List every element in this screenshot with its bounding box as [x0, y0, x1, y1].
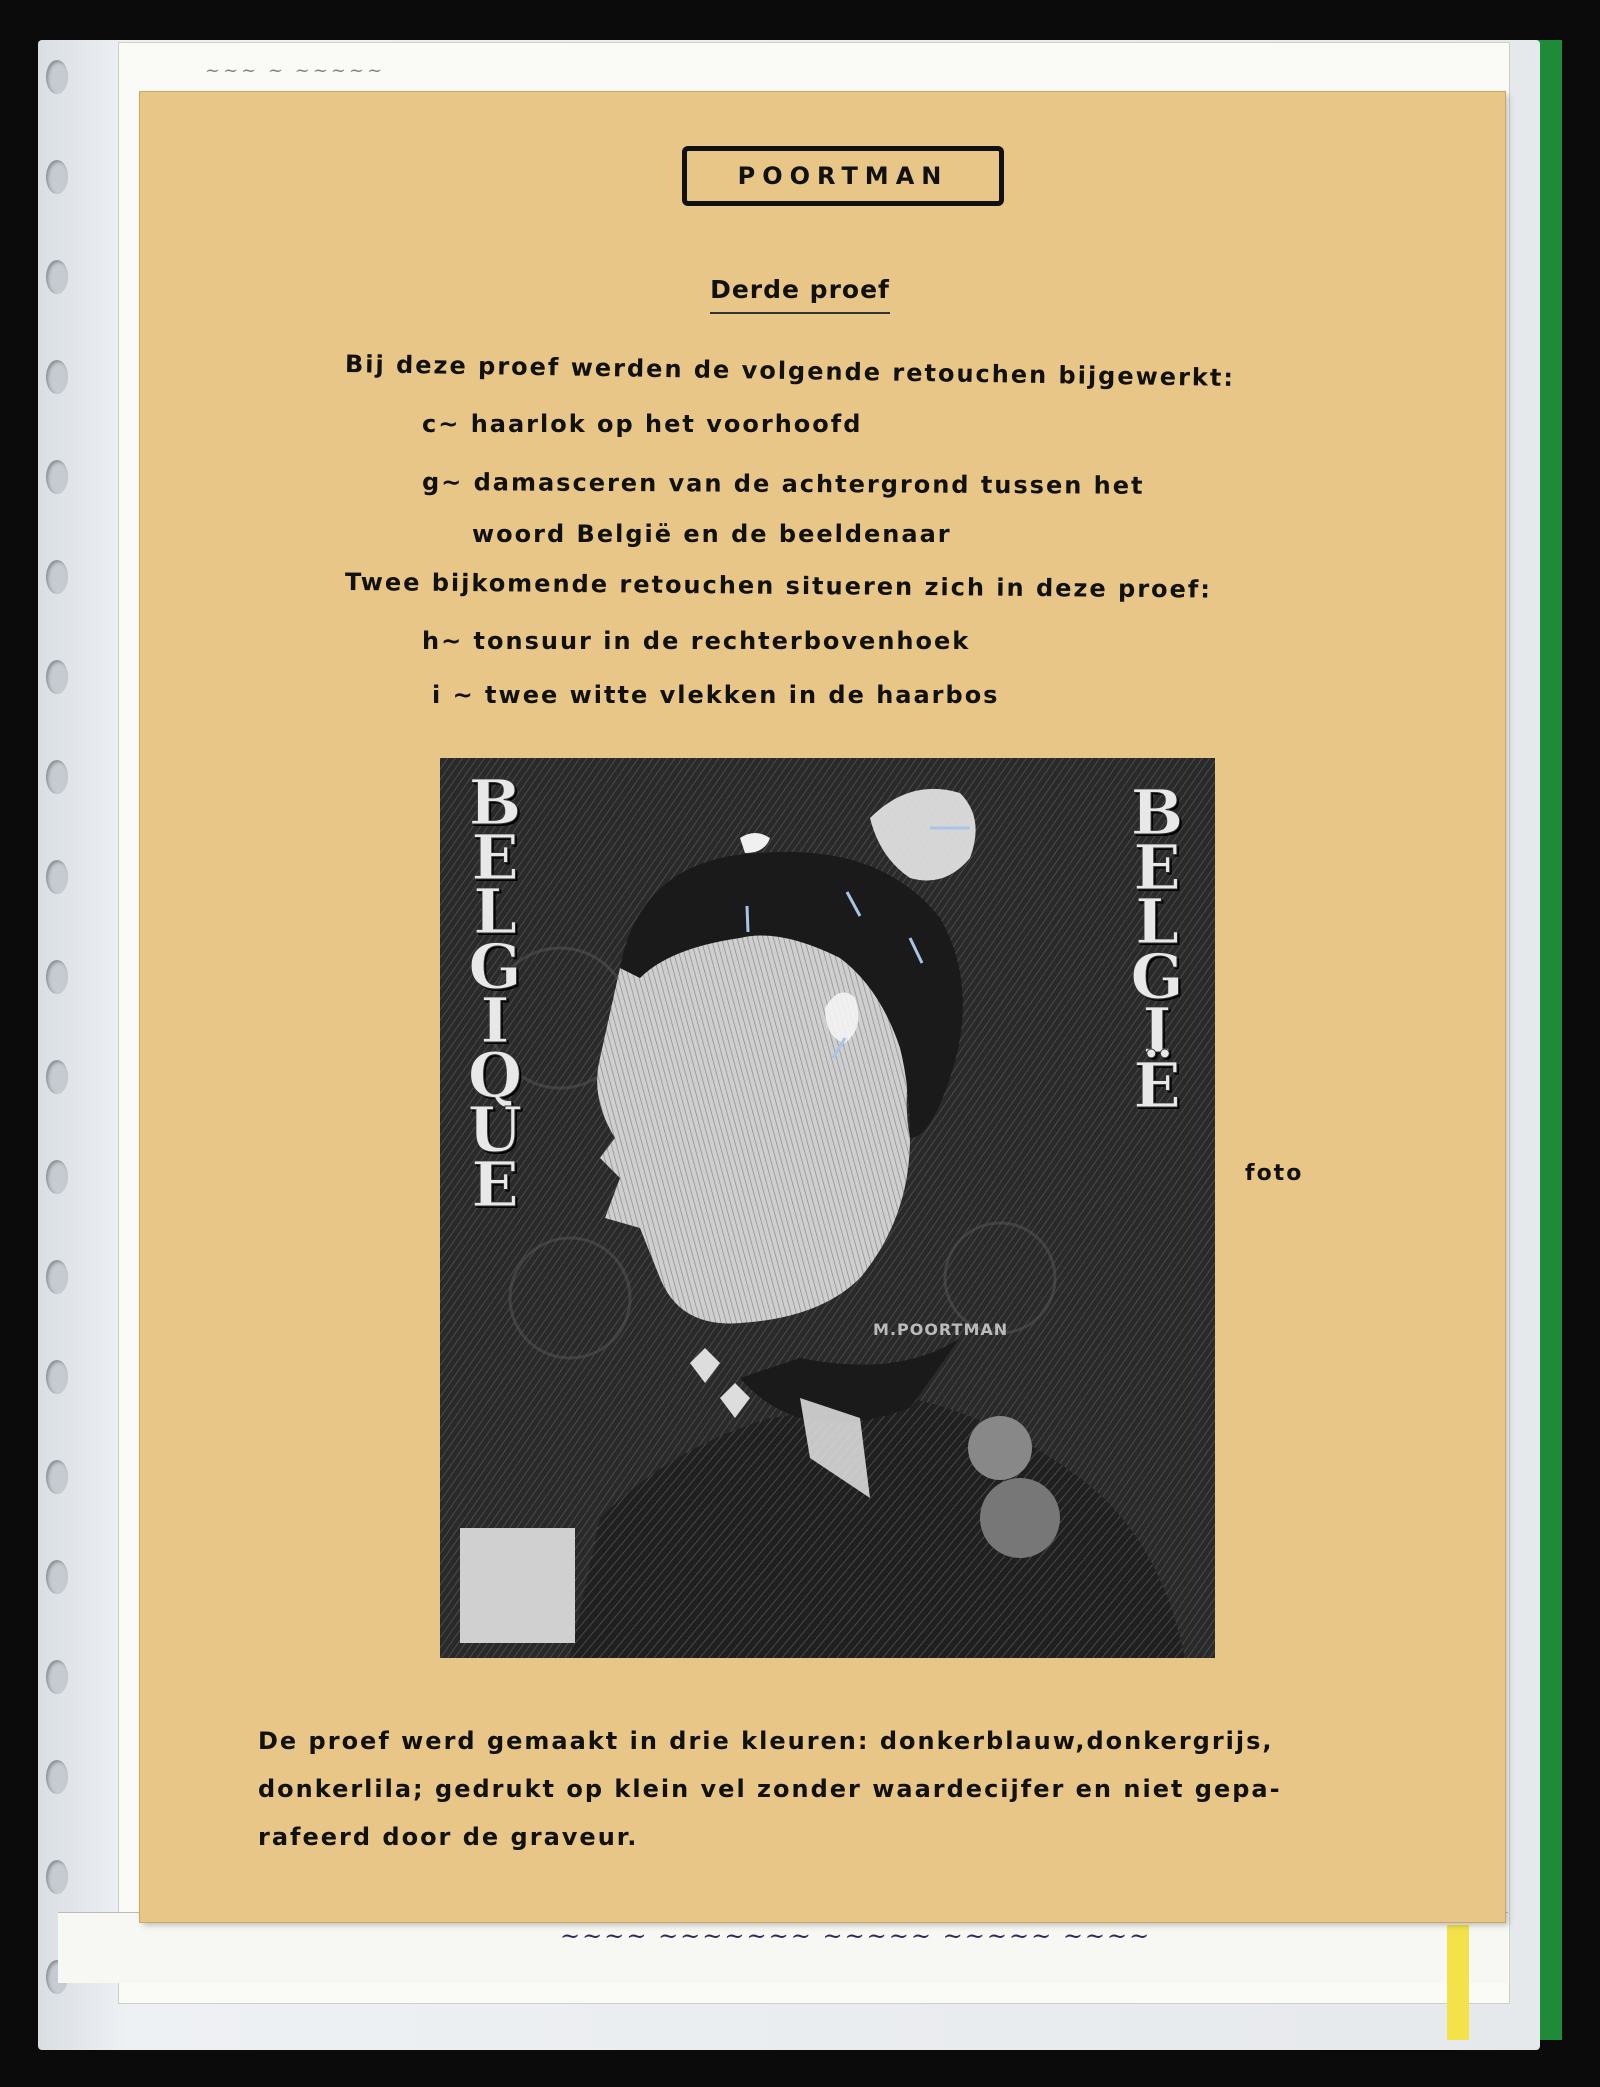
belgie-label [1120, 776, 1194, 1122]
binder-hole [46, 160, 68, 194]
text-line-i: i ~ twee witte vlekken in de haarbos [432, 681, 1000, 709]
footer-line: donkerlila; gedrukt op klein vel zonder waardecijfer en niet gepa- [258, 1775, 1282, 1803]
binder-hole [46, 660, 68, 694]
binder-hole [46, 60, 68, 94]
stamp-proof-photo [440, 758, 1215, 1658]
text-line-g-cont: woord België en de beeldenaar [472, 520, 952, 548]
page-heading [0, 275, 1600, 304]
footer-line: rafeerd door de graveur. [258, 1823, 639, 1851]
binder-hole [46, 560, 68, 594]
text-line-g: g~ damasceren van de achtergrond tussen het [421, 468, 1145, 500]
binder-hole [46, 1860, 68, 1894]
binder-hole [46, 1660, 68, 1694]
binder-hole [46, 360, 68, 394]
belgie-text: BELGIË [1130, 776, 1184, 1122]
binder-hole [46, 860, 68, 894]
poortman-logo-stamp [682, 146, 1004, 206]
foto-label: foto [1245, 1161, 1304, 1186]
footer-paragraph [258, 1717, 1398, 1861]
text-line-c: c~ haarlok op het voorhoofd [422, 410, 863, 438]
binder-hole [46, 1460, 68, 1494]
lower-sheet-handwriting: ~~~~ ~~~~~~~ ~~~~~ ~~~~~ ~~~~ [560, 1922, 1152, 1950]
footer-line: De proef werd gemaakt in drie kleuren: donkerblauw,donkergrijs, [258, 1727, 1274, 1755]
binder-hole [46, 1260, 68, 1294]
logo-text: POORTMAN [737, 162, 949, 190]
binder-hole [46, 960, 68, 994]
belgique-label [458, 766, 532, 1221]
binder-hole [46, 1060, 68, 1094]
binder-hole [46, 1360, 68, 1394]
belgique-text: BELGIQUE [467, 766, 523, 1221]
engraver-signature: M.POORTMAN [873, 1320, 1009, 1339]
text-line-intro: Bij deze proef werden de volgende retouchen bijgewerkt: [344, 350, 1236, 392]
yellow-tab [1447, 1925, 1469, 2040]
heading-text: Derde proef [710, 275, 890, 314]
text-line-extra: Twee bijkomende retouchen situeren zich in deze proef: [344, 568, 1213, 604]
binder-hole [46, 460, 68, 494]
text-line-h: h~ tonsuur in de rechterbovenhoek [422, 627, 971, 655]
back-sheet-handwriting: ~~~ ~ ~~~~~ [205, 60, 386, 81]
portrait-engraving [440, 758, 1215, 1658]
binder-holes [40, 60, 70, 2030]
binder-hole [46, 1160, 68, 1194]
binder-hole [46, 1760, 68, 1794]
binder-hole [46, 1560, 68, 1594]
binder-hole [46, 760, 68, 794]
